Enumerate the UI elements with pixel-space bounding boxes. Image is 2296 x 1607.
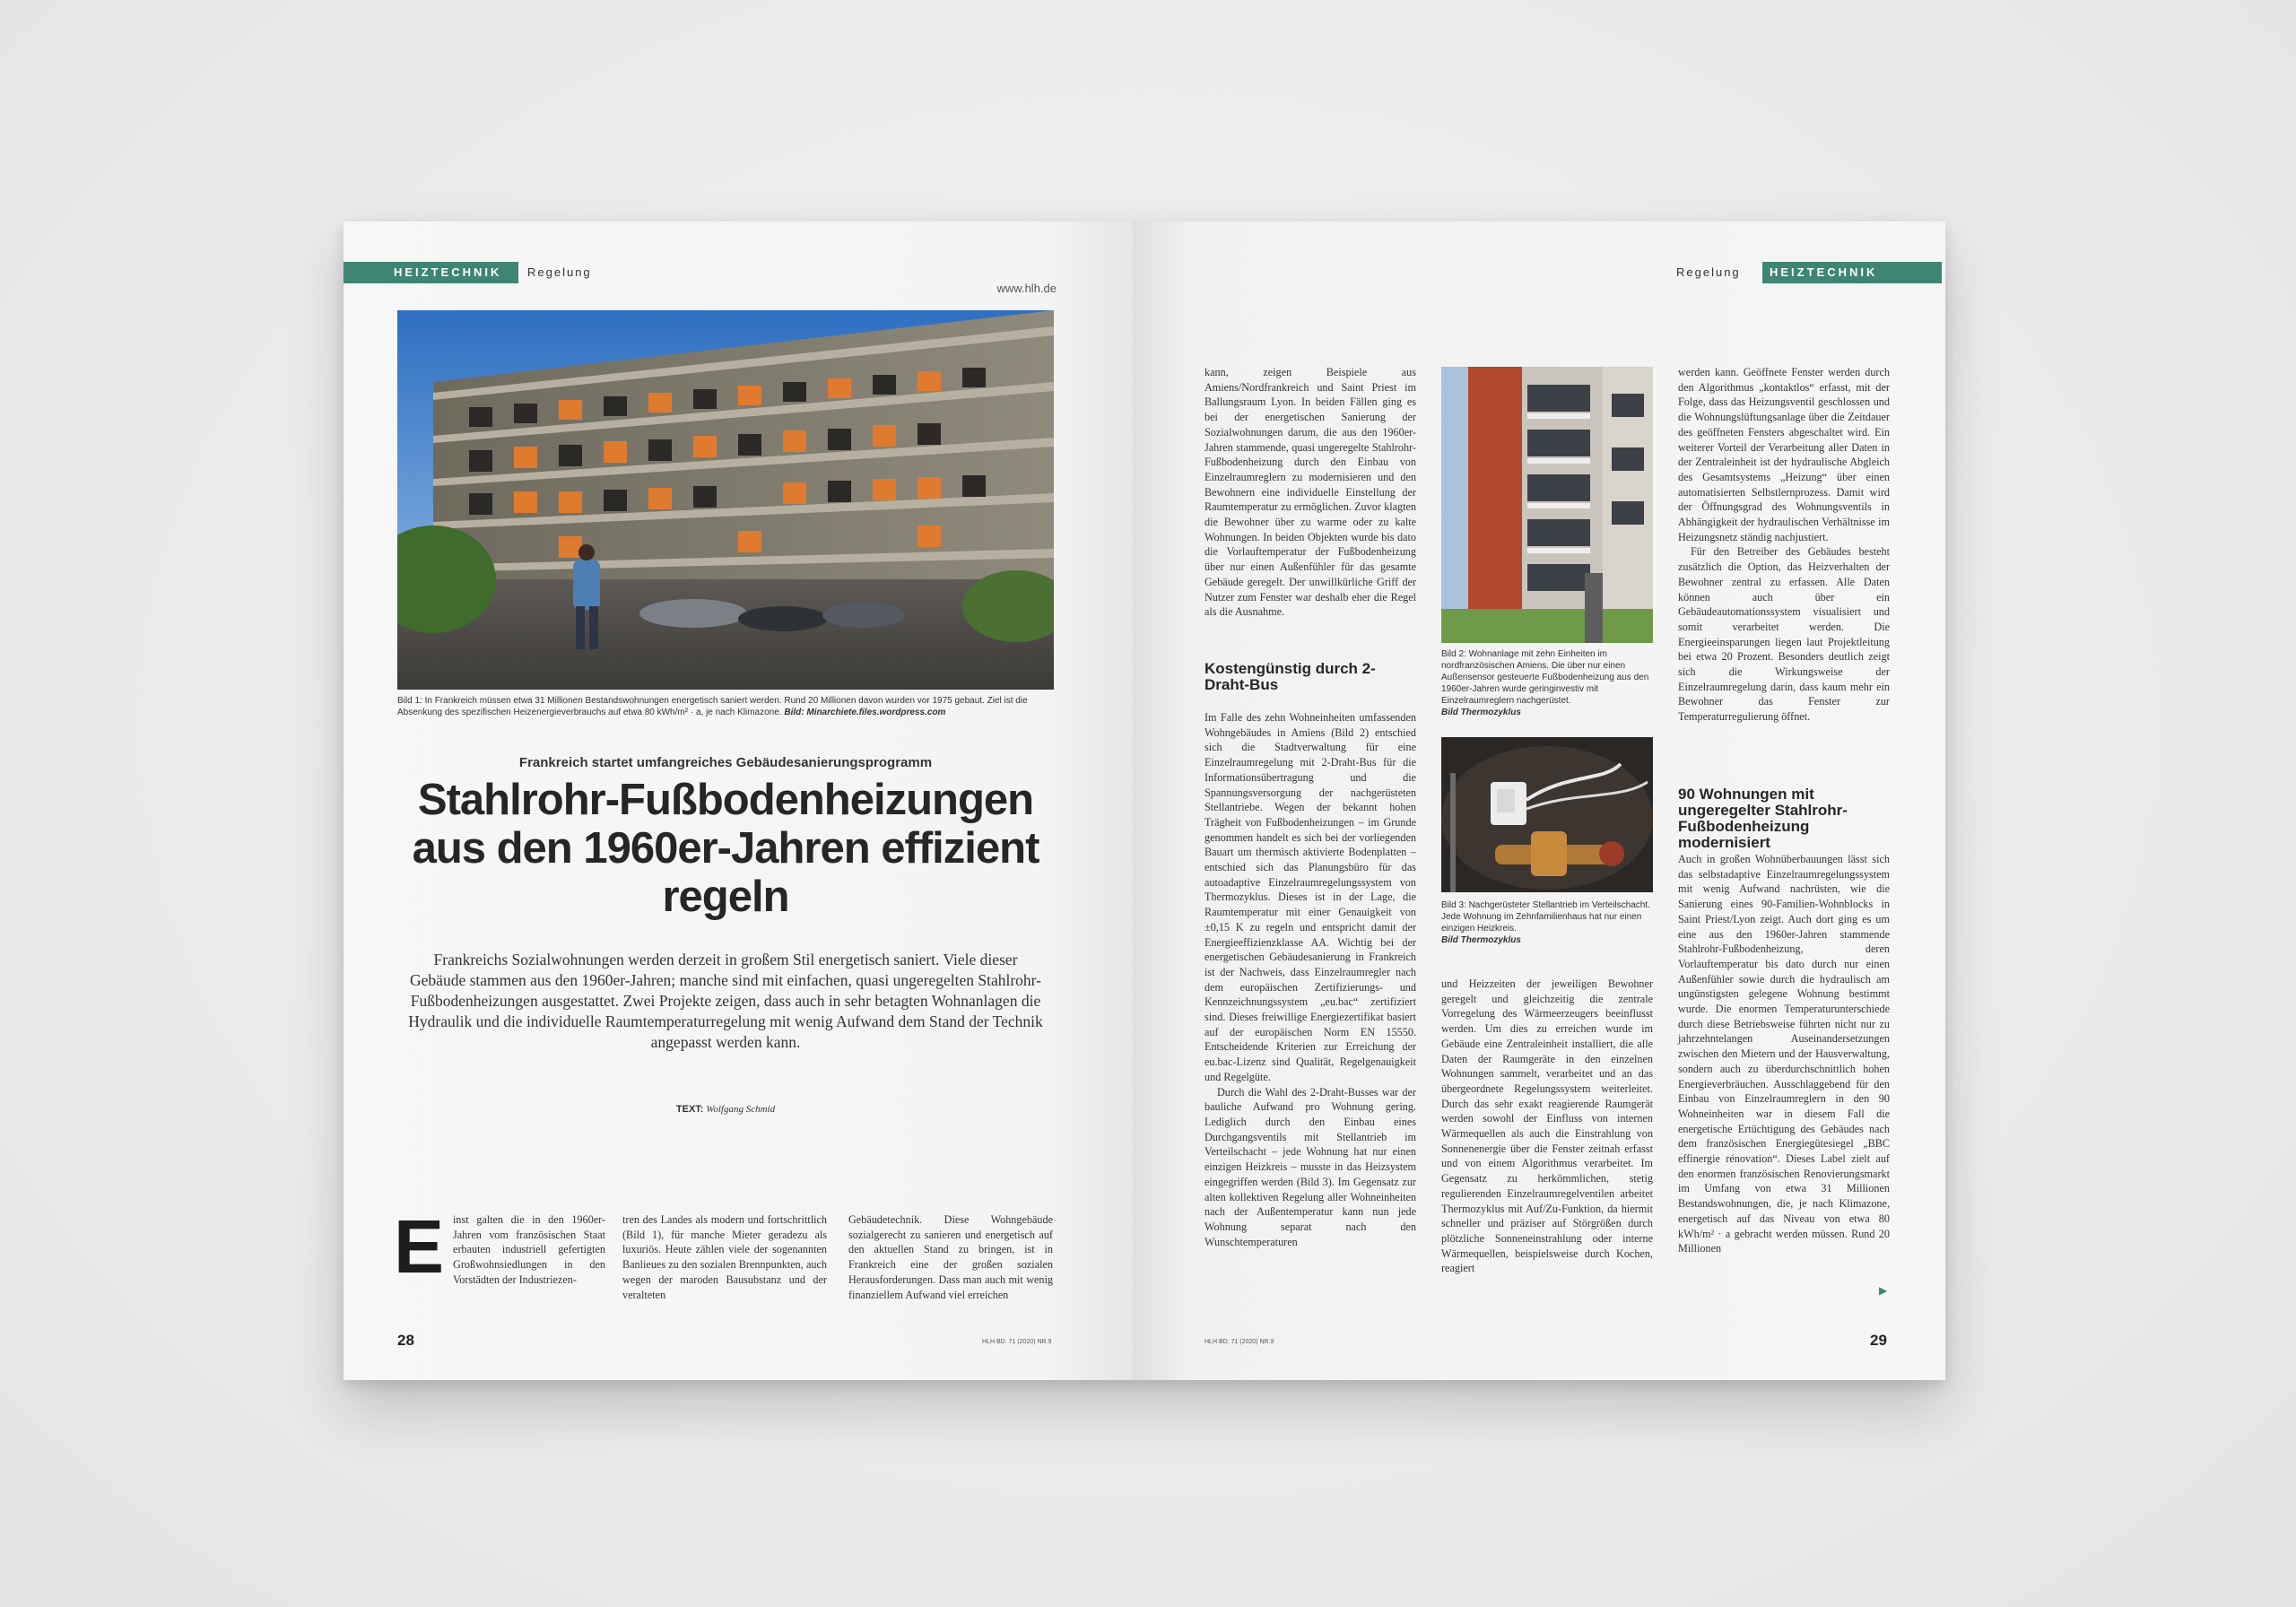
body-text: Auch in großen Wohnüberbauungen lässt sich das selbstadaptive Einzelraumregelungssystem mit wenig Aufwand nachrüsten, wie die Sanierung eines 90-Familien-Wohnblocks in Saint Priest/Lyon zeigt. Auch dort ging es um eine aus den 1960er-Jahren stammende Stahlrohr-Fußbodenheizung, deren Vorlauftemperatur bis dato durch nur einen Außenfühler sowie durch die hydraulisch am ungünstigsten gelegene Wohnung bestimmt wurde. Die enormen Temperaturunterschiede durch diese Betriebsweise führten nicht nur zu jahrzehntelangen Auseinandersetzungen zwischen den Mietern und der Hausverwaltung, sondern auch zu überdurchschnittlich hohen Energieverbräuchen. Ausschlaggebend für den Einbau von Einzelraumreglern in den 90 Wohneinheiten war in diesem Fall die energetische Ertüchtigung des Gebäudes nach dem französischen Energiegütesiegel „BBC effinergie rénovation“. Dieses Label zielt auf den enormen französischen Renovierungsmarkt im Umfang von etwa 31 Millionen Bestandswohnungen, die, je nach Klimazone, energetisch auf das Niveau von etwa 80 kWh/m² · a gebracht werden müssen. Rund 20 Millionen: [1678, 853, 1890, 1255]
body-column-3: [1678, 365, 1890, 725]
kicker: Frankreich startet umfangreiches Gebäudesanierungsprogramm: [518, 755, 933, 770]
website-url: www.hlh.de: [996, 282, 1057, 295]
lead-paragraph: Frankreichs Sozialwohnungen werden derzeit in großem Stil energetisch saniert. Viele dieser Gebäude stammen aus den 1960er-Jahren; manche sind mit einfachen, quasi ungeregelten Stahlrohr-Fußbodenheizungen ausgestattet. Zwei Projekte zeigen, dass auch in sehr betagten Wohnanlagen die Hydraulik und die individuelle Raumtemperaturregelung mit wenig Aufwand dem Stand der Technik angepasst werden kann.: [408, 951, 1043, 1051]
figure-2-caption: [1441, 648, 1653, 718]
figure-2-credit: Bild Thermozyklus: [1441, 708, 1521, 717]
photo-caption-text: Bild 1: In Frankreich müssen etwa 31 Millionen Bestandswohnungen energetisch saniert werden. Rund 20 Millionen davon wurden vor 1975 gebaut. Ziel ist die Absenkung des spezifischen Heizenergieverbrauchs auf etwa 80 kWh/m² · a, je nach Klimazone.: [397, 696, 1028, 717]
subsection-label: Regelung: [1676, 265, 1741, 279]
figure-2-caption-text: Bild 2: Wohnanlage mit zehn Einheiten im nordfranzösischen Amiens. Die über nur einen Außensensor gesteuerte Fußbodenheizung aus den 1960er-Jahren wurde geringinvestiv mit Einzelraumreglern nachgerüstet.: [1441, 649, 1649, 706]
figure-3-caption-text: Bild 3: Nachgerüsteter Stellantrieb im Verteilschacht. Jede Wohnung im Zehnfamilienhaus hat nur einen einzigen Heizkreis.: [1441, 900, 1650, 934]
section-label: HEIZTECHNIK: [344, 262, 518, 283]
byline-label: TEXT:: [675, 1104, 704, 1115]
body-text: Für den Betreiber des Gebäudes besteht zusätzlich die Option, das Heizverhalten der Bewohner zentral zu erfassen. Alle Daten können auch über ein Gebäudeautomationssystem visualisiert und somit verarbeitet werden. Die Energieeinsparungen liegen laut Projektleitung bei etwa 20 Prozent. Besonders deutlich zeigt sich die Wirkungsweise der Einzelraumregelung darin, dass kaum mehr ein Bewohner das Fenster zur Temperaturregulierung öffnet.: [1678, 545, 1890, 724]
photo-caption: [397, 695, 1054, 718]
building-photo: [397, 310, 1054, 690]
footer: HLH BD. 71 (2020) NR.9: [1205, 1339, 1274, 1345]
body-column-3: Gebäudetechnik. Diese Wohngebäude sozialgerecht zu sanieren und energetisch auf den aktuellen Stand zu bringen, ist in Frankreich eine der großen sozialen Herausforderungen. Dass man auch mit wenig finanziellem Aufwand viel erreichen: [848, 1213, 1053, 1301]
page-number: 28: [397, 1332, 414, 1349]
left-page: [344, 222, 1133, 1380]
body-text: Durch die Wahl des 2-Draht-Busses war der bauliche Aufwand pro Wohnung gering. Lediglich durch den Einbau eines Durchgangsventils mit Stellantrieb im Verteilschacht – jede Wohnung hat nur einen einzigen Heizkreis – musste in das Heizsystem eingegriffen werden (Bild 3). Im Gegensatz zur alten kollektiven Regelung aller Wohneinheiten nach der Außentemperatur kann nun jede Wohnung separat nach den Wunschtemperaturen: [1205, 1085, 1416, 1248]
subheading: Kostengünstig durch 2-Draht-Bus: [1205, 660, 1376, 693]
headline: Stahlrohr-Fußbodenheizungen aus den 1960er-Jahren effizient regeln: [412, 776, 1039, 921]
photo-credit: Bild: Minarchiete.files.wordpress.com: [784, 708, 946, 717]
body-column-2: tren des Landes als modern und fortschrittlich (Bild 1), für manche Mieter geradezu als luxuriös. Heute zählen viele der sogenannten Banlieues zu den sozialen Brennpunkten, auch wegen der maroden Bausubstanz und der veralteten: [622, 1213, 827, 1301]
continue-arrow-icon: ▶: [1879, 1284, 1888, 1297]
byline-author: Wolfgang Schmid: [706, 1104, 776, 1115]
body-text: inst galten die in den 1960er-Jahren vom französischen Staat erbauten industriell gefertigten Großwohnsiedlungen in den Vorstädten der Industriezen-: [453, 1213, 605, 1286]
byline: [397, 1104, 1054, 1115]
figure-3-credit: Bild Thermozyklus: [1441, 935, 1521, 945]
page-number: 29: [1870, 1332, 1887, 1349]
figure-2-photo: [1441, 367, 1653, 643]
body-column-1: [1205, 365, 1416, 620]
section-label: HEIZTECHNIK: [1762, 262, 1942, 283]
footer: HLH BD. 71 (2020) NR.9: [982, 1339, 1052, 1345]
figure-3-caption: [1441, 899, 1653, 946]
figure-3-photo: [1441, 737, 1653, 892]
right-page: [1133, 222, 1945, 1380]
subsection-label: Regelung: [527, 265, 592, 279]
body-text: werden kann. Geöffnete Fenster werden durch den Algorithmus „kontaktlos“ erfasst, mit der Folge, dass das Heizungsventil geschlossen und die Wohnungslüftungsanlage über die Zeitdauer des geöffneten Fensters abgeschaltet wird. Ein weiterer Vorteil der Verarbeitung aller Daten in der Zentraleinheit ist der hydraulische Abgleich des Gesamtsystems „Heizung“ über einen automatisierten Selbstlernprozess. Damit wird der Öffnungsgrad des Wohnungsventils in Abhängigkeit der hydraulischen Verhältnisse im Heizungsnetz ständig nachjustiert.: [1678, 366, 1890, 543]
subheading: 90 Wohnungen mit ungeregelter Stahlrohr-Fußbodenheizung modernisiert: [1678, 786, 1848, 851]
drop-cap: E: [394, 1204, 445, 1289]
body-column-2: und Heizzeiten der jeweiligen Bewohner geregelt und gleichzeitig die zentrale Vorregelung des Wärmeerzeugers beeinflusst werden. Um dies zu erreichen wurde im Gebäude eine Zentraleinheit installiert, die alle Daten der Raumgeräte in den einzelnen Wohnungen sammelt, verarbeitet und an das übergeordnete Regelungssystem weiterleitet. Durch das sehr exakt reagierende Raumgerät werden sowohl der Einfluss von internen Wärmequellen als auch die Einstrahlung von Sonnenenergie über die Fenster zeitnah erfasst und von einem Algorithmus verarbeitet. Im Gegensatz zu herkömmlichen, stetig regulierenden Einzelraumregelventilen arbeitet Thermozyklus mit Auf/Zu-Funktion, da hiermit schneller und präziser auf Störgrößen durch plötzliche Sonneneinstrahlung oder interne Wärmequellen, beispielsweise durch Kochen, reagiert: [1441, 977, 1653, 1275]
body-text: kann, zeigen Beispiele aus Amiens/Nordfrankreich und Saint Priest im Ballungsraum Lyon. In beiden Fällen ging es bei der energetischen Sanierung der Sozialwohnungen darum, die aus den 1960er-Jahren stammende, quasi ungeregelte Stahlrohr-Fußbodenheizung durch den Einbau von Einzelraumreglern zu modernisieren und den Bewohnern eine individuelle Einstellung der Raumtemperatur zu ermöglichen. Zuvor klagten die Bewohner über zu warme oder zu kalte Wohnungen. In beiden Objekten wurde bis dato die Vorlauftemperatur der Fußbodenheizung über nur einen Außenfühler für das gesamte Gebäude geregelt. Der unwillkürliche Griff der Nutzer zum Fenster war deshalb eher die Regel als die Ausnahme.: [1205, 366, 1416, 619]
body-column-1: [394, 1204, 605, 1289]
body-text: Im Falle des zehn Wohneinheiten umfassenden Wohngebäudes in Amiens (Bild 2) entschied sich die Stadtverwaltung für eine Einzelraumregelung mit 2-Draht-Bus für die Informationsübertragung und die Spannungsversorgung der nachgerüsteten Stellantriebe. Wegen der bekannt hohen Trägheit von Fußbodenheizungen – im Grunde genommen handelt es sich bei der vorliegenden Bauart um thermisch aktivierte Bodenplatten – entschied sich das Planungsbüro für das autoadaptive Einzelraumregelungssystem von Thermozyklus. Dieses ist in der Lage, die Raumtemperatur mit einer Genauigkeit von ±0,15 K zu regeln und entspricht damit der Energieeffizienzklasse AA. Wichtig bei der energetischen Gebäudesanierung in Frankreich ist der Nachweis, dass Einzelraumregler nach dem europäischen Zertifizierungs- und Kennzeichnungssystem „eu.bac“ zertifiziert sind. Dieses freiwillige Energiezertifikat basiert auf der europäischen Norm EN 15550. Entscheidende Kriterien zur Erreichung der eu.bac-Lizenz sind Qualität, Regelgenauigkeit und Regelgüte.: [1205, 711, 1416, 1083]
magazine-spread: [344, 222, 1945, 1380]
body-column-3b: [1678, 852, 1890, 1256]
body-column-1b: [1205, 710, 1416, 1249]
